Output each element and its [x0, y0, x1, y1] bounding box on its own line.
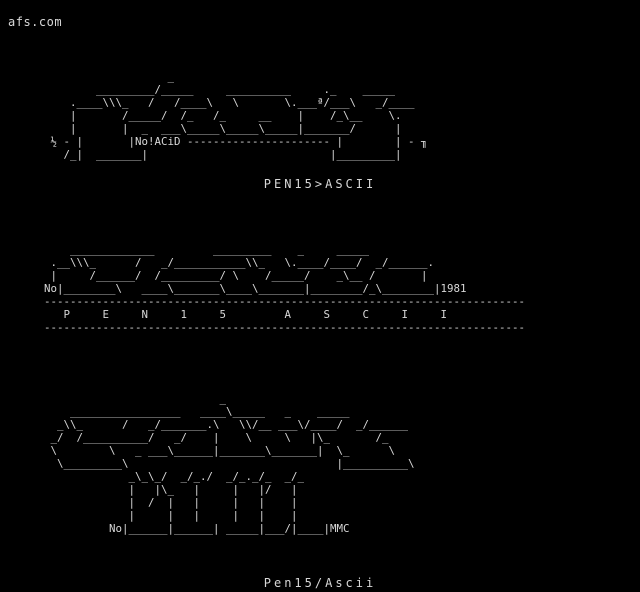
pen15-caption-3: Pen15/Ascii — [263, 576, 377, 590]
pen15-logo-3: _ _________________ ____\_____ _ _____ _\\_ / _/_______.\ \\/__ ___\/____/ _/______ _/ /__________/ _/ | \ \ |\_ /_ \ \ _ ___\______|_______\_______| \_ \ \_________\ |__________\ _\_\_/ _/_./ _/_._/_ _/_ | |\_ | | |/ | | / | | | | | | | | | | | No|______|______| _____|___/|____|MMC — [50, 392, 415, 535]
source-label: afs.com — [8, 15, 63, 29]
pen15-logo-2: _____________ _________ _ _____ .__\\\_ / _/___________\\_ \.____/____/ _/______. | /______/ /_________/ \ /_____/ _\__ / | No|________\ ____\_______\____\_______|________/_\________|1981 -------------------------------------------------------------------------- P E N 1 5 A S C I I -------------------------------------------------------------------------- — [44, 243, 526, 334]
pen15-logo-1: _ _________/_____ __________ ._ _____ .____\\\_ / /____\ \ \.___ª/___\ _/____ | /_____/ /_ /_ __ | /_\__ \. | | _ ___\_____\_____\_____|_______/ | ½ - | |No!ACiD ---------------------- | | - ╖ /_| _______| |_________| — [50, 70, 428, 161]
pen15-caption-1: PEN15>ASCII — [263, 177, 377, 191]
